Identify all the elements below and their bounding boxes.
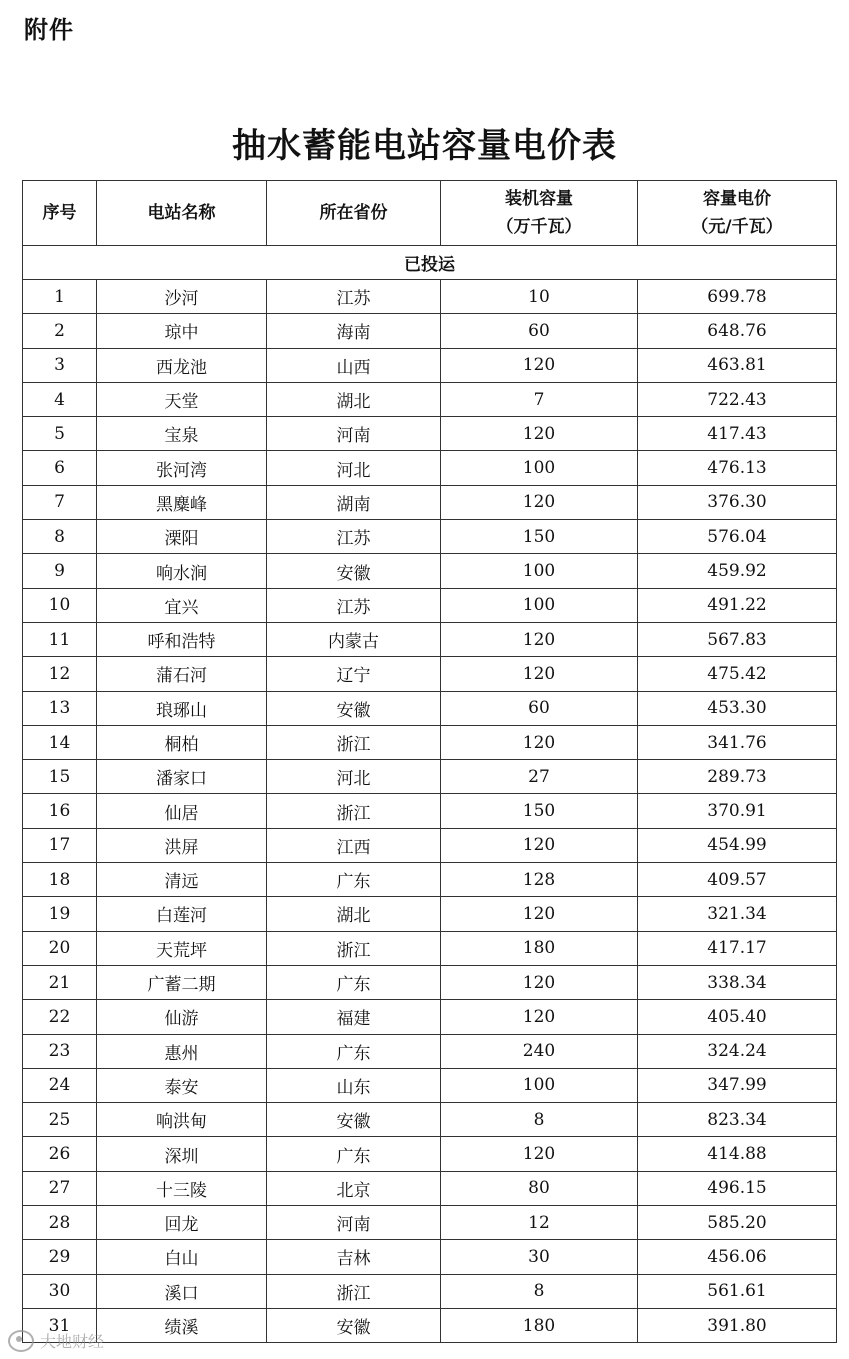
cell-province: 广东: [267, 965, 441, 999]
cell-province: 海南: [267, 314, 441, 348]
cell-province: 河南: [267, 1206, 441, 1240]
table-row: [23, 897, 837, 931]
cell-price: 405.40: [638, 1000, 837, 1034]
cell-index: 29: [23, 1240, 97, 1274]
cell-price: 289.73: [638, 760, 837, 794]
cell-province: 湖北: [267, 382, 441, 416]
cell-index: 7: [23, 485, 97, 519]
cell-station: 回龙: [97, 1206, 267, 1240]
cell-index: 20: [23, 931, 97, 965]
cell-capacity: 8: [441, 1103, 638, 1137]
table-row: [23, 1034, 837, 1068]
cell-capacity: 7: [441, 382, 638, 416]
cell-price: 338.34: [638, 965, 837, 999]
cell-index: 1: [23, 280, 97, 314]
table-row: [23, 863, 837, 897]
table-row: [23, 520, 837, 554]
header-province: 所在省份: [267, 181, 441, 246]
cell-price: 453.30: [638, 691, 837, 725]
cell-station: 宝泉: [97, 417, 267, 451]
cell-station: 琅琊山: [97, 691, 267, 725]
table-row: [23, 1171, 837, 1205]
cell-capacity: 100: [441, 554, 638, 588]
cell-price: 722.43: [638, 382, 837, 416]
cell-price: 391.80: [638, 1308, 837, 1342]
cell-province: 湖北: [267, 897, 441, 931]
page-title: 抽水蓄能电站容量电价表: [232, 126, 617, 166]
cell-price: 456.06: [638, 1240, 837, 1274]
cell-price: 459.92: [638, 554, 837, 588]
cell-province: 北京: [267, 1171, 441, 1205]
cell-index: 14: [23, 725, 97, 759]
cell-capacity: 100: [441, 1068, 638, 1102]
cell-price: 567.83: [638, 622, 837, 656]
cell-capacity: 120: [441, 828, 638, 862]
cell-price: 576.04: [638, 520, 837, 554]
cell-station: 桐柏: [97, 725, 267, 759]
cell-index: 23: [23, 1034, 97, 1068]
table-row: [23, 965, 837, 999]
cell-province: 广东: [267, 1034, 441, 1068]
cell-capacity: 128: [441, 863, 638, 897]
cell-station: 呼和浩特: [97, 622, 267, 656]
cell-province: 山西: [267, 348, 441, 382]
cell-price: 454.99: [638, 828, 837, 862]
watermark: [8, 1329, 104, 1352]
cell-station: 白莲河: [97, 897, 267, 931]
cell-index: 24: [23, 1068, 97, 1102]
cell-index: 2: [23, 314, 97, 348]
cell-capacity: 120: [441, 897, 638, 931]
cell-index: 25: [23, 1103, 97, 1137]
cell-price: 370.91: [638, 794, 837, 828]
cell-province: 江苏: [267, 588, 441, 622]
cell-index: 3: [23, 348, 97, 382]
table-row: [23, 382, 837, 416]
cell-index: 28: [23, 1206, 97, 1240]
header-capacity-unit: （万千瓦）: [496, 217, 582, 237]
cell-capacity: 10: [441, 280, 638, 314]
header-station: 电站名称: [97, 181, 267, 246]
header-price-title: 容量电价: [703, 189, 771, 209]
cell-index: 22: [23, 1000, 97, 1034]
cell-capacity: 120: [441, 417, 638, 451]
cell-province: 浙江: [267, 1274, 441, 1308]
cell-index: 27: [23, 1171, 97, 1205]
cell-station: 十三陵: [97, 1171, 267, 1205]
cell-price: 321.34: [638, 897, 837, 931]
cell-capacity: 12: [441, 1206, 638, 1240]
table-row: [23, 691, 837, 725]
cell-index: 5: [23, 417, 97, 451]
cell-index: 30: [23, 1274, 97, 1308]
table-row: [23, 1068, 837, 1102]
cell-price: 409.57: [638, 863, 837, 897]
cell-station: 仙游: [97, 1000, 267, 1034]
cell-capacity: 120: [441, 1000, 638, 1034]
table-row: [23, 1240, 837, 1274]
section-row: [23, 246, 837, 280]
cell-province: 浙江: [267, 725, 441, 759]
cell-station: 泰安: [97, 1068, 267, 1102]
section-label: 已投运: [23, 246, 837, 280]
cell-province: 河北: [267, 760, 441, 794]
cell-province: 江西: [267, 828, 441, 862]
cell-index: 19: [23, 897, 97, 931]
table-row: [23, 554, 837, 588]
attachment-label: 附件: [24, 16, 74, 44]
table-header-row: [23, 181, 837, 246]
cell-station: 仙居: [97, 794, 267, 828]
cell-station: 张河湾: [97, 451, 267, 485]
cell-province: 浙江: [267, 794, 441, 828]
cell-index: 9: [23, 554, 97, 588]
cell-station: 响水涧: [97, 554, 267, 588]
cell-price: 414.88: [638, 1137, 837, 1171]
table-row: [23, 760, 837, 794]
cell-station: 蒲石河: [97, 657, 267, 691]
cell-station: 溪口: [97, 1274, 267, 1308]
cell-price: 463.81: [638, 348, 837, 382]
cell-capacity: 80: [441, 1171, 638, 1205]
table-row: [23, 348, 837, 382]
cell-price: 491.22: [638, 588, 837, 622]
cell-province: 辽宁: [267, 657, 441, 691]
cell-capacity: 120: [441, 725, 638, 759]
table-row: [23, 1000, 837, 1034]
cell-price: 475.42: [638, 657, 837, 691]
cell-price: 496.15: [638, 1171, 837, 1205]
cell-station: 琼中: [97, 314, 267, 348]
cell-price: 417.17: [638, 931, 837, 965]
watermark-text: 大地财经: [40, 1332, 105, 1351]
cell-index: 16: [23, 794, 97, 828]
cell-price: 376.30: [638, 485, 837, 519]
table-row: [23, 1137, 837, 1171]
cell-price: 648.76: [638, 314, 837, 348]
cell-province: 河北: [267, 451, 441, 485]
cell-price: 585.20: [638, 1206, 837, 1240]
header-capacity: [441, 181, 638, 246]
table-row: [23, 1308, 837, 1342]
cell-station: 广蓄二期: [97, 965, 267, 999]
cell-station: 天堂: [97, 382, 267, 416]
cell-index: 6: [23, 451, 97, 485]
table-row: [23, 588, 837, 622]
cell-province: 福建: [267, 1000, 441, 1034]
cell-station: 潘家口: [97, 760, 267, 794]
cell-capacity: 8: [441, 1274, 638, 1308]
cell-station: 天荒坪: [97, 931, 267, 965]
table-row: [23, 280, 837, 314]
table-row: [23, 485, 837, 519]
cell-station: 洪屏: [97, 828, 267, 862]
cell-capacity: 120: [441, 657, 638, 691]
cell-province: 安徽: [267, 691, 441, 725]
cell-index: 21: [23, 965, 97, 999]
table-row: [23, 1274, 837, 1308]
cell-price: 476.13: [638, 451, 837, 485]
cell-province: 山东: [267, 1068, 441, 1102]
cell-capacity: 240: [441, 1034, 638, 1068]
table-body: [23, 246, 837, 1343]
cell-capacity: 150: [441, 794, 638, 828]
header-price-unit: （元/千瓦）: [691, 217, 783, 237]
cell-index: 11: [23, 622, 97, 656]
table-row: [23, 657, 837, 691]
cell-capacity: 120: [441, 348, 638, 382]
cell-capacity: 30: [441, 1240, 638, 1274]
cell-province: 江苏: [267, 280, 441, 314]
cell-capacity: 150: [441, 520, 638, 554]
cell-price: 823.34: [638, 1103, 837, 1137]
cell-province: 内蒙古: [267, 622, 441, 656]
table-row: [23, 725, 837, 759]
watermark-logo-icon: [8, 1330, 34, 1352]
cell-index: 12: [23, 657, 97, 691]
cell-index: 18: [23, 863, 97, 897]
cell-capacity: 100: [441, 451, 638, 485]
cell-capacity: 120: [441, 485, 638, 519]
cell-station: 惠州: [97, 1034, 267, 1068]
cell-index: 17: [23, 828, 97, 862]
cell-province: 广东: [267, 863, 441, 897]
cell-capacity: 180: [441, 1308, 638, 1342]
cell-capacity: 27: [441, 760, 638, 794]
cell-index: 13: [23, 691, 97, 725]
cell-province: 安徽: [267, 1308, 441, 1342]
table-row: [23, 314, 837, 348]
header-index: 序号: [23, 181, 97, 246]
cell-station: 沙河: [97, 280, 267, 314]
cell-station: 白山: [97, 1240, 267, 1274]
header-price: [638, 181, 837, 246]
cell-station: 西龙池: [97, 348, 267, 382]
cell-capacity: 100: [441, 588, 638, 622]
table-row: [23, 1103, 837, 1137]
cell-index: 8: [23, 520, 97, 554]
cell-price: 341.76: [638, 725, 837, 759]
cell-price: 324.24: [638, 1034, 837, 1068]
cell-station: 溧阳: [97, 520, 267, 554]
cell-station: 黑麋峰: [97, 485, 267, 519]
cell-province: 吉林: [267, 1240, 441, 1274]
cell-station: 绩溪: [97, 1308, 267, 1342]
cell-province: 广东: [267, 1137, 441, 1171]
capacity-price-table: [22, 180, 837, 1343]
cell-capacity: 120: [441, 965, 638, 999]
table-row: [23, 451, 837, 485]
cell-price: 561.61: [638, 1274, 837, 1308]
cell-capacity: 120: [441, 1137, 638, 1171]
table-row: [23, 931, 837, 965]
table-row: [23, 417, 837, 451]
cell-province: 浙江: [267, 931, 441, 965]
cell-index: 26: [23, 1137, 97, 1171]
cell-capacity: 120: [441, 622, 638, 656]
cell-index: 31: [23, 1308, 97, 1342]
cell-index: 10: [23, 588, 97, 622]
cell-index: 15: [23, 760, 97, 794]
header-capacity-title: 装机容量: [505, 189, 573, 209]
cell-capacity: 180: [441, 931, 638, 965]
table-row: [23, 828, 837, 862]
cell-station: 深圳: [97, 1137, 267, 1171]
table-row: [23, 622, 837, 656]
cell-price: 699.78: [638, 280, 837, 314]
table-row: [23, 794, 837, 828]
cell-province: 河南: [267, 417, 441, 451]
cell-province: 安徽: [267, 554, 441, 588]
cell-capacity: 60: [441, 314, 638, 348]
table-row: [23, 1206, 837, 1240]
cell-capacity: 60: [441, 691, 638, 725]
cell-station: 响洪甸: [97, 1103, 267, 1137]
cell-index: 4: [23, 382, 97, 416]
cell-station: 清远: [97, 863, 267, 897]
cell-province: 江苏: [267, 520, 441, 554]
cell-price: 417.43: [638, 417, 837, 451]
cell-price: 347.99: [638, 1068, 837, 1102]
cell-province: 湖南: [267, 485, 441, 519]
cell-province: 安徽: [267, 1103, 441, 1137]
cell-station: 宜兴: [97, 588, 267, 622]
